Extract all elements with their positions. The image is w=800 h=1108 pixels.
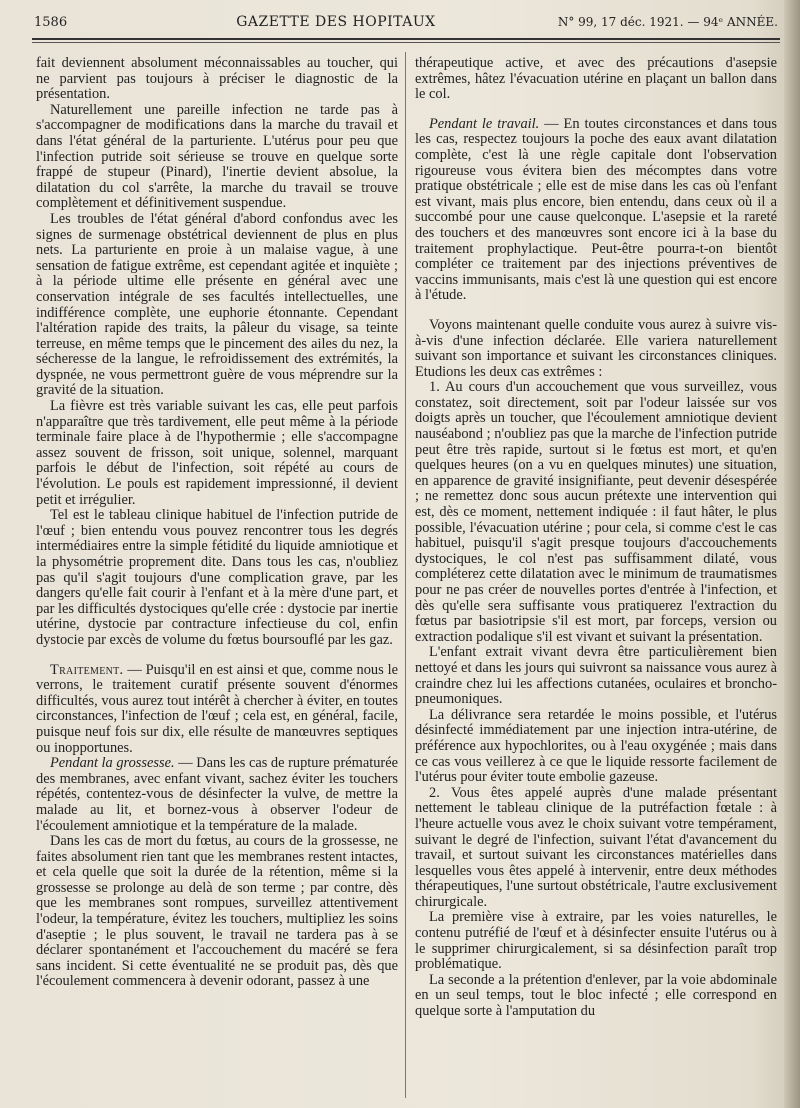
page-number: 1586	[34, 15, 68, 30]
section-label-traitement: Traitement.	[50, 661, 124, 678]
header-rule-thin	[32, 42, 780, 43]
section-label-grossesse: Pendant la grossesse.	[50, 755, 175, 772]
right-column	[415, 56, 777, 1020]
paragraph-text: — Dans les cas de rupture prématurée des membranes, avec enfant vivant, sachez éviter les touchers répétés, contentez-vous de désinfecter la vulve, de mettre la malade au lit, et bornez-vous à observer l'odeur de l'écoulement amniotique et la température de la malade.	[36, 755, 398, 834]
paragraph-traitement	[36, 663, 398, 757]
paragraph-text: — Puisqu'il en est ainsi et que, comme nous le verrons, le traitement curatif présente souvent d'énormes difficultés, vous aurez tout intérêt à chercher à éviter, en toutes circonstances, l'infection de l'œuf ; cela est, en général, facile, puisque neuf fois sur dix, elle résulte de manœuvres septiques ou inopportunes.	[36, 661, 399, 756]
paragraph: Voyons maintenant quelle conduite vous aurez à suivre vis-à-vis d'une infection déclarée. Elle variera naturellement suivant son importance et suivant les circonstances cliniques. Etudions les deux cas extrêmes :	[415, 316, 777, 380]
issue-info: N° 99, 17 déc. 1921. — 94ᵉ ANNÉE.	[557, 15, 778, 29]
header-rule-thick	[32, 38, 780, 40]
paragraph: La fièvre est très variable suivant les cas, elle peut parfois n'apparaître que très tardivement, elle peut même à la période terminale faire place à de l'hypothermie ; elle s'accompagne assez souvent de frisson, soit unique, solennel, marquant parfois le début de l'infection, soit répété au cours de l'évolution. Le pouls est rapidement impressionné, il devient petit et irrégulier.	[36, 398, 398, 508]
paragraph: 2. Vous êtes appelé auprès d'une malade présentant nettement le tableau clinique de la putréfaction fœtale : à l'heure actuelle vous avez le choix suivant votre tempérament, suivant le degré de l'infection, suivant l'état d'avancement du travail, et surtout suivant les circonstances matérielles dans lesquelles vous êtes appelé à intervenir, entre deux méthodes thérapeutiques, l'une surtout obstétricale, l'autre exclusivement chirurgicale.	[415, 784, 777, 910]
paragraph: L'enfant extrait vivant devra être particulièrement bien nettoyé et dans les jours qui suivront sa naissance vous aurez à craindre chez lui les affections cutanées, oculaires et broncho-pneumoniques.	[415, 644, 777, 708]
column-divider	[405, 52, 406, 1098]
paragraph: La seconde a la prétention d'enlever, par la voie abdominale en un seul temps, tout le bloc infecté ; elle correspond en quelque sorte à l'amputation du	[415, 971, 777, 1020]
left-column	[36, 56, 398, 990]
journal-title: GAZETTE DES HOPITAUX	[236, 14, 436, 30]
section-label-travail: Pendant le travail.	[429, 115, 540, 132]
paragraph: Naturellement une pareille infection ne tarde pas à s'accompagner de modifications dans la marche du travail et dans l'état général de la parturiente. L'utérus pour peu que l'infection putride soit sérieuse se trouve en quelque sorte frappé de stupeur (Pinard), l'inertie devient absolue, la dilatation du col s'arrête, la marche du travail se trouve complètement et définitivement suspendue.	[36, 101, 398, 212]
paragraph: Les troubles de l'état général d'abord confondus avec les signes de surmenage obstétrical deviennent de plus en plus nets. La parturiente en proie à un malaise vague, à une sensation de fatigue extrême, est cependant agitée et inquiète ; à la période ultime elle présente en général avec une conservation intégrale de ses facultés intellectuelles, une indifférence complète, une euphorie étonnante. Cependant l'altération rapide des traits, la pâleur du visage, sa teinte terreuse, en même temps que le pincement des ailes du nez, la sécheresse de la langue, le refroidissement des extrémités, la dyspnée, ne vous permettront guère de vous méprendre sur la gravité de la situation.	[36, 210, 398, 399]
paragraph: La délivrance sera retardée le moins possible, et l'utérus désinfecté immédiatement par une injection intra-utérine, de préférence aux hypochlorites, ou à l'eau oxygénée ; mais dans ce cas vous veillerez à ce que le liquide ressorte facilement de l'utérus pour éviter toute embolie gazeuse.	[415, 706, 777, 786]
paragraph: thérapeutique active, et avec des précautions d'asepsie extrêmes, hâtez l'évacuation utérine en plaçant un ballon dans le col.	[415, 55, 777, 103]
paragraph: Dans les cas de mort du fœtus, au cours de la grossesse, ne faites absolument rien tant que les membranes restent intactes, et cela quelle que soit la durée de la rétention, même si la grossesse se prolonge au delà de son terme ; par contre, dès que les membranes sont rompues, surveillez attentivement l'odeur, la température, évitez les touchers, multipliez les soins d'aseptie ; le plus souvent, le travail ne tardera pas à se déclarer spontanément et l'accouchement du macéré se fera sans incident. Si cette éventualité ne se produit pas, dès que l'écoulement commencera à devenir odorant, passez à une	[36, 833, 398, 990]
page-edge-shadow	[784, 0, 800, 1108]
paragraph: 1. Au cours d'un accouchement que vous surveillez, vous constatez, soit directement, soit par l'odeur laissée sur vos doigts après un toucher, que l'écoulement amniotique devient nauséabond ; n'oubliez pas que la marche de l'infection putride peut être très rapide, surtout si le fœtus est mort, et qu'en quelques heures (on a vu en quelques minutes) une situation, en apparence de gravité insignifiante, peut devenir désespérée ; ne remettez donc sous aucun prétexte une intervention qui est, dès ce moment, nettement indiquée : il faut hâter, le plus possible, l'évacuation utérine ; pour cela, si comme c'est le cas habituel, puisqu'il s'agit presque toujours d'accouchements dystociques, le col n'est pas suffisamment dilaté, vous compléterez cette dilatation avec le minimum de traumatismes pour ne pas créer de nouvelles portes d'entrée à l'infection, et dès qu'elle sera suffisante vous pratiquerez l'extraction du fœtus par basiotripsie s'il est mort, par forceps, version ou extraction podalique s'il est vivant et suivant la présentation.	[415, 379, 777, 645]
paragraph: La première vise à extraire, par les voies naturelles, le contenu putréfié de l'œuf et à désinfecter ensuite l'utérus ou à le supprimer chirurgicalement, si sa désinfection paraît trop problématique.	[415, 909, 777, 973]
paragraph-grossesse	[36, 756, 398, 834]
paragraph: fait deviennent absolument méconnaissables au toucher, qui ne parvient pas toujours à préciser le diagnostic de la présentation.	[36, 55, 398, 103]
paragraph-text: — En toutes circonstances et dans tous les cas, respectez toujours la poche des eaux avant dilatation complète, c'est là une règle capitale dont l'observation rigoureuse vous évitera bien des mécomptes dans votre pratique obstétricale ; elle est de mise dans les cas où l'enfant est vivant, mais plus encore, bien entendu, dans ceux où il a succombé pour une cause quelconque. L'asepsie et la rareté des touchers et des manœuvres sont encore ici à la base du traitement prophylactique. Peut-être pourra-t-on bientôt compléter ce traitement par des injections préventives de vaccins immunisants, mais c'est là une question qui est encore à l'étude.	[415, 115, 777, 304]
paragraph: Tel est le tableau clinique habituel de l'infection putride de l'œuf ; bien entendu vous pouvez rencontrer tous les degrés intermédiaires entre la simple fétidité du liquide amniotique et la physométrie proprement dite. Dans tous les cas, n'oubliez pas qu'il s'agit toujours d'une complication grave, par les dangers qu'elle fait courir à l'enfant et à la mère d'une part, et par les difficultés dystociques qu'elle crée : dystocie par inertie utérine, dystocie par contracture infectieuse du col, enfin dystocie par excès de volume du fœtus boursouflé par les gaz.	[36, 507, 398, 648]
paragraph-travail	[415, 117, 777, 304]
page-header	[34, 14, 778, 36]
